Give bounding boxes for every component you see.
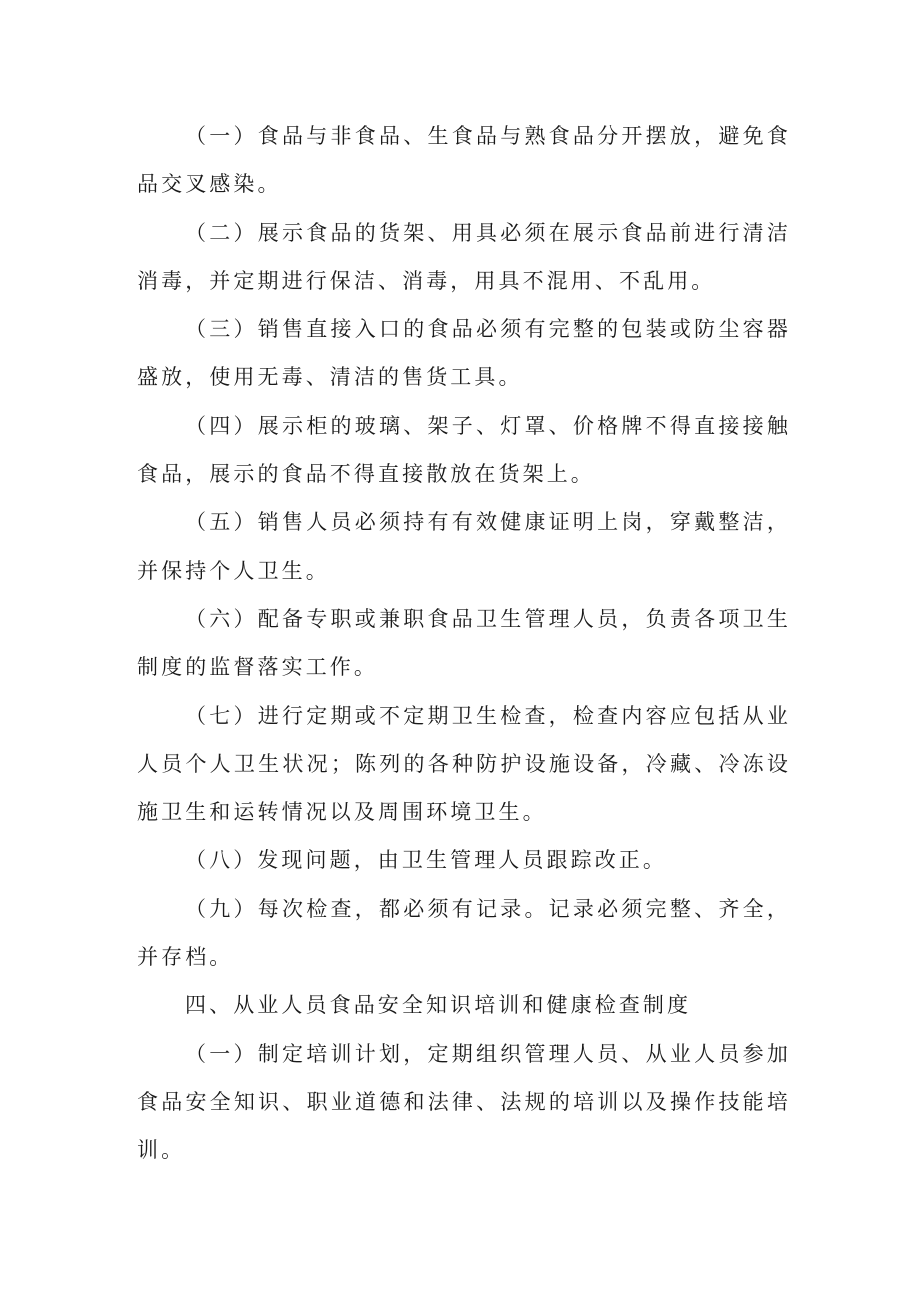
paragraph-item-8: （八）发现问题，由卫生管理人员跟踪改正。 <box>185 848 667 873</box>
section-paragraph-item-1: （一）制定培训计划，定期组织管理人员、从业人员参加食品安全知识、职业道德和法律、法规的培训以及操作技能培训。 <box>137 1041 791 1163</box>
paragraph-item-9: （九）每次检查，都必须有记录。记录必须完整、齐全，并存档。 <box>137 896 791 970</box>
paragraph-item-4: （四）展示柜的玻璃、架子、灯罩、价格牌不得直接接触食品，展示的食品不得直接散放在货架上。 <box>137 413 791 487</box>
paragraph-item-5: （五）销售人员必须持有有效健康证明上岗，穿戴整洁，并保持个人卫生。 <box>137 510 791 583</box>
paragraph-item-1: （一）食品与非食品、生食品与熟食品分开摆放，避免食品交叉感染。 <box>137 124 791 197</box>
section-heading: 四、从业人员食品安全知识培训和健康检查制度 <box>185 993 692 1018</box>
paragraph-item-6: （六）配备专职或兼职食品卫生管理人员，负责各项卫生制度的监督落实工作。 <box>137 606 791 680</box>
document-body <box>137 112 791 1175</box>
paragraph-item-2: （二）展示食品的货架、用具必须在展示食品前进行清洁消毒，并定期进行保洁、消毒，用具不混用、不乱用。 <box>137 220 791 293</box>
paragraph-item-7: （七）进行定期或不定期卫生检查，检查内容应包括从业人员个人卫生状况；陈列的各种防护设施设备，冷藏、冷冻设施卫生和运转情况以及周围环境卫生。 <box>137 703 791 825</box>
paragraph-item-3: （三）销售直接入口的食品必须有完整的包装或防尘容器盛放，使用无毒、清洁的售货工具。 <box>137 317 791 390</box>
